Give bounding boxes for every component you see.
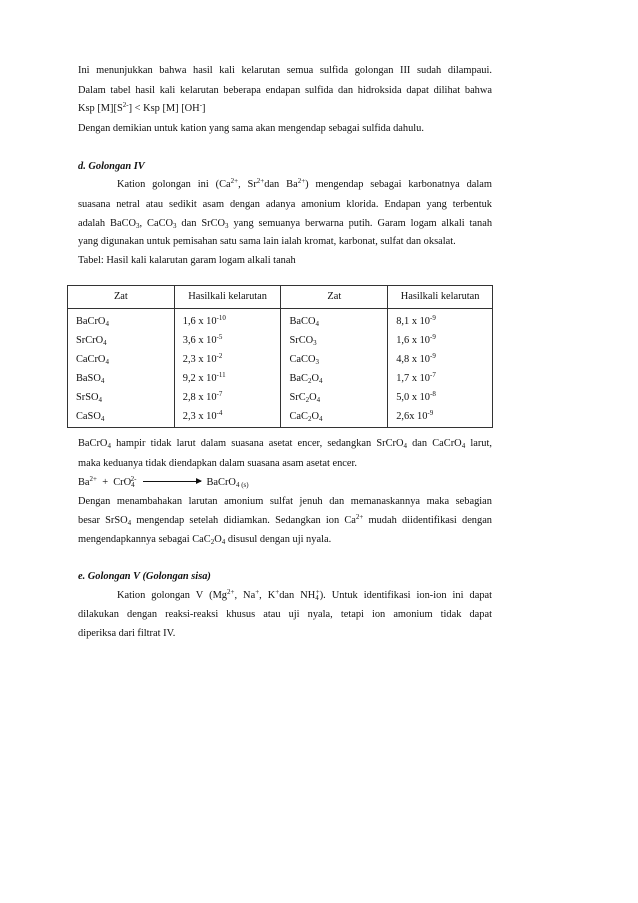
table-cell: 5,0 x $10^{-8}$: [388, 389, 493, 408]
table-cell: $BaC_2O_4$: [281, 370, 388, 389]
paragraph-line: mengendapkannya sebagai $CaC_2O_4$ disusul dengan uji nyala.: [78, 534, 332, 546]
table-cell: CaSO$_4$: [68, 408, 175, 428]
reaction-equation: $Ba^{2+} + CrO_4^{2-}$ BaCrO$_{4 (s)}$: [78, 475, 249, 489]
table-cell: SrSO$_4$: [68, 389, 175, 408]
paragraph-line: Kation golongan ini ($Ca^{2+}$, $Sr^{2+}dan$ $Ba^{2+}$) mengendap sebagai karbonatnya dalam: [117, 177, 492, 190]
table-cell: 2,3 x $10^{-2}$: [174, 351, 281, 370]
table-caption: Tabel: Hasil kali kalarutan garam logam alkali tanah: [78, 255, 296, 266]
reaction-arrow-icon: [143, 481, 201, 482]
paragraph-line: Dalam tabel hasil kali kelarutan beberapa endapan sulfida dan hidroksida dapat dilihat bahwa: [78, 85, 492, 96]
table-cell: 3,6 x $10^{-5}$: [174, 332, 281, 351]
solubility-product-table: [67, 285, 493, 428]
paragraph-line: dilakukan dengan reaksi-reaksi khusus atau uji nyala, tetapi ion amonium tidak dapat: [78, 609, 492, 620]
table-cell: 2,3 x $10^{-4}$: [174, 408, 281, 428]
table-cell: CaCrO$_4$: [68, 351, 175, 370]
table-header-row: [68, 286, 493, 309]
table-cell: 2,6x $10^{-9}$: [388, 408, 493, 428]
table-row: [68, 408, 493, 428]
table-cell: 1,6 x $10^{-10}$: [174, 309, 281, 333]
paragraph-line: suasana netral atau sedikit asam dengan adanya amonium klorida. Endapan yang terbentuk: [78, 199, 492, 210]
paragraph-line: adalah BaCO$_3$, CaCO$_3$ dan SrCO$_3$ yang semuanya berwarna putih. Garam logam alkali tanah: [78, 218, 493, 230]
paragraph-line: Ini menunjukkan bahwa hasil kali kelarutan semua sulfida golongan III sudah dilampaui.: [78, 65, 492, 76]
table-cell: CaCO$_3$: [281, 351, 388, 370]
table-row: [68, 309, 493, 333]
paragraph-line: besar SrSO$_4$ mengendap setelah didiamkan. Sedangkan ion $Ca^{2+}$ mudah diidentifikasi dengan: [78, 513, 492, 527]
table-row: [68, 332, 493, 351]
table-cell: 8,1 x $10^{-9}$: [388, 309, 493, 333]
column-header: Zat: [68, 286, 175, 309]
table-cell: BaSO$_4$: [68, 370, 175, 389]
column-header: Hasilkali kelarutan: [174, 286, 281, 309]
paragraph-line: Dengan menambahakan larutan amonium sulfat jenuh dan memanaskannya maka sebagian: [78, 496, 492, 507]
paragraph-line: Dengan demikian untuk kation yang sama akan mengendap sebagai sulfida dahulu.: [78, 123, 424, 134]
table-row: [68, 370, 493, 389]
table-cell: SrCO$_3$: [281, 332, 388, 351]
section-heading-golongan-v: e. Golongan V (Golongan sisa): [78, 571, 211, 582]
table-cell: 1,6 x $10^{-9}$: [388, 332, 493, 351]
table-cell: BaCrO$_4$: [68, 309, 175, 333]
table-row: [68, 351, 493, 370]
paragraph-line: yang digunakan untuk pemisahan satu sama lain ialah kromat, karbonat, sulfat dan oksalat.: [78, 236, 456, 247]
table-row: [68, 389, 493, 408]
table-cell: 2,8 x $10^{-7}$: [174, 389, 281, 408]
table-cell: BaCO$_4$: [281, 309, 388, 333]
paragraph-line: Kation golongan V ($Mg^{2+}$, Na+, K+dan $NH_4^+$). Untuk identifikasi ion-ion ini dapat: [117, 588, 493, 602]
ksp-inequality: Ksp $[M][S^{2-}]$ < Ksp [M] [OH-]: [78, 101, 206, 114]
column-header: Zat: [281, 286, 388, 309]
paragraph-line: diperiksa dari filtrat IV.: [78, 628, 176, 639]
table-cell: 1,7 x $10^{-7}$: [388, 370, 493, 389]
table-cell: $CaC_2O_4$: [281, 408, 388, 428]
paragraph-line: BaCrO$_4$ hampir tidak larut dalam suasana asetat encer, sedangkan SrCrO$_4$ dan CaCrO$_4$ larut,: [78, 438, 492, 450]
table-cell: $SrC_2O_4$: [281, 389, 388, 408]
table-cell: 4,8 x $10^{-9}$: [388, 351, 493, 370]
table-cell: 9,2 x $10^{-11}$: [174, 370, 281, 389]
column-header: Hasilkali kelarutan: [388, 286, 493, 309]
paragraph-line: maka keduanya tidak diendapkan dalam suasana asam asetat encer.: [78, 458, 357, 469]
table-cell: SrCrO$_4$: [68, 332, 175, 351]
section-heading-golongan-iv: d. Golongan IV: [78, 161, 145, 172]
